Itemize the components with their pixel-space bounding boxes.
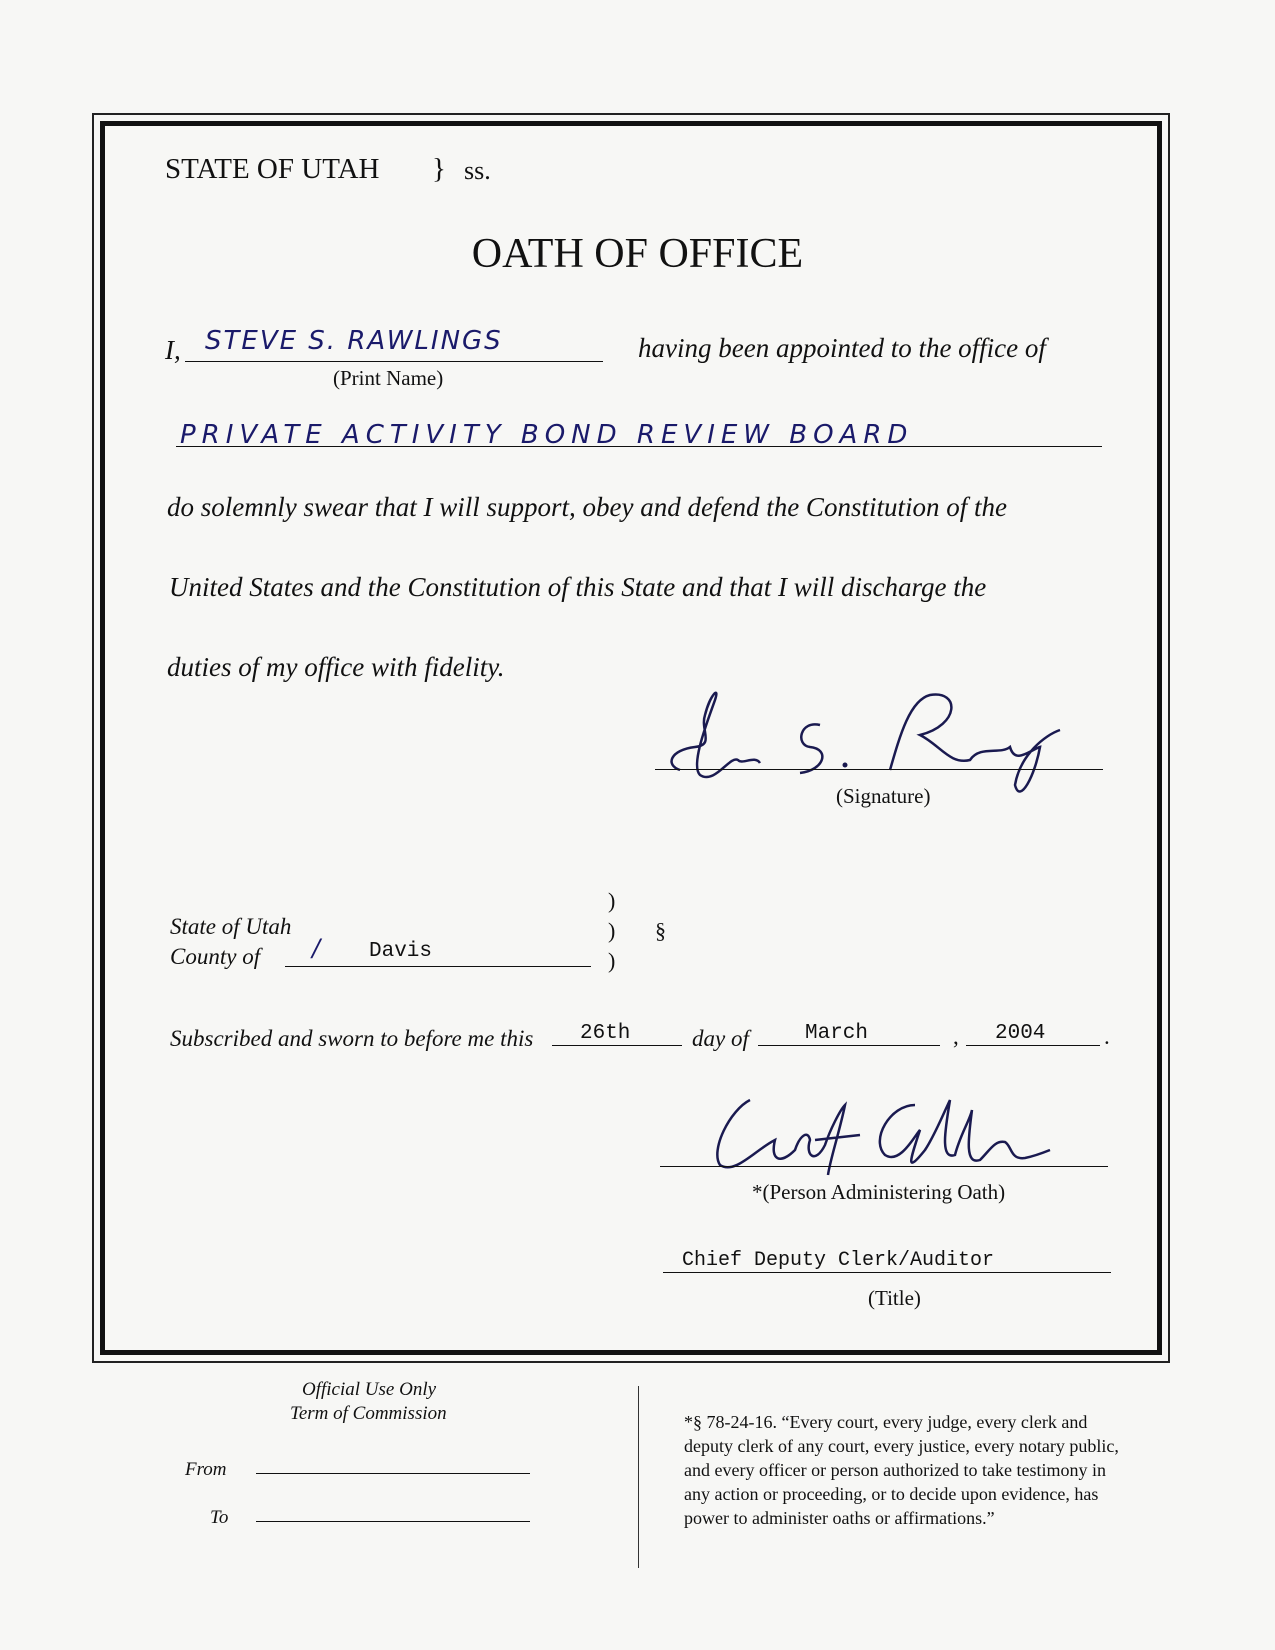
footnote-line-5: power to administer oaths or affirmations.” — [684, 1508, 995, 1528]
footnote-line-2: deputy clerk of any court, every justice, every notary public, — [684, 1436, 1119, 1456]
sworn-period: . — [1104, 1024, 1110, 1049]
section-symbol: § — [655, 918, 666, 943]
county-label: County of — [170, 944, 261, 969]
footnote-line-3: and every officer or person authorized to take testimony in — [684, 1460, 1107, 1480]
sworn-day-value: 26th — [580, 1022, 631, 1045]
county-line — [285, 966, 591, 967]
paren-1: ) — [608, 888, 616, 913]
sworn-month-line — [758, 1045, 940, 1046]
ss-label: ss. — [464, 156, 491, 185]
administrator-signature — [700, 1080, 1060, 1180]
paren-3: ) — [608, 948, 616, 973]
signature-line — [655, 769, 1103, 770]
oath-prefix: I, — [165, 335, 181, 365]
footnote-line-1: *§ 78-24-16. “Every court, every judge, every clerk and — [684, 1412, 1088, 1432]
sworn-year-line — [966, 1045, 1100, 1046]
title-value: Chief Deputy Clerk/Auditor — [682, 1249, 995, 1272]
term-heading: Term of Commission — [290, 1403, 447, 1424]
county-mark: / — [312, 934, 323, 962]
to-line — [256, 1521, 530, 1522]
footnote-line-4: any action or proceeding, or to decide upon evidence, has — [684, 1484, 1099, 1504]
brace: } — [432, 153, 446, 185]
sworn-day-line — [552, 1045, 682, 1046]
official-use-heading: Official Use Only — [302, 1379, 437, 1400]
print-name-label: (Print Name) — [333, 366, 444, 390]
appointed-text: having been appointed to the office of — [638, 333, 1046, 363]
administrator-line — [660, 1166, 1108, 1167]
oath-text-line-1: do solemnly swear that I will support, obey and defend the Constitution of the — [167, 492, 1007, 522]
county-value: Davis — [369, 940, 433, 963]
sworn-month-value: March — [805, 1022, 869, 1045]
oath-text-line-2: United States and the Constitution of this State and that I will discharge the — [169, 572, 987, 602]
sworn-text: Subscribed and sworn to before me this — [170, 1026, 534, 1051]
to-label: To — [210, 1507, 229, 1528]
office-value: PRIVATE ACTIVITY BOND REVIEW BOARD — [180, 420, 914, 450]
office-line — [176, 446, 1102, 447]
form-title: OATH OF OFFICE — [471, 231, 804, 277]
state-heading: STATE OF UTAH — [165, 153, 380, 185]
from-line — [256, 1473, 530, 1474]
from-label: From — [185, 1459, 227, 1480]
sworn-comma: , — [953, 1024, 959, 1049]
venue-state: State of Utah — [170, 914, 292, 939]
footer-divider — [638, 1386, 639, 1568]
oath-text-line-3: duties of my office with fidelity. — [167, 652, 505, 682]
administrator-label: *(Person Administering Oath) — [752, 1180, 1006, 1204]
signature-label: (Signature) — [836, 784, 931, 808]
paren-2: ) — [608, 918, 616, 943]
title-line — [663, 1272, 1111, 1273]
sworn-year-value: 2004 — [995, 1022, 1046, 1045]
title-label: (Title) — [868, 1286, 921, 1310]
print-name-line — [185, 361, 603, 362]
printed-name-value: STEVE S. RAWLINGS — [205, 326, 503, 356]
sworn-day-of: day of — [692, 1026, 749, 1051]
